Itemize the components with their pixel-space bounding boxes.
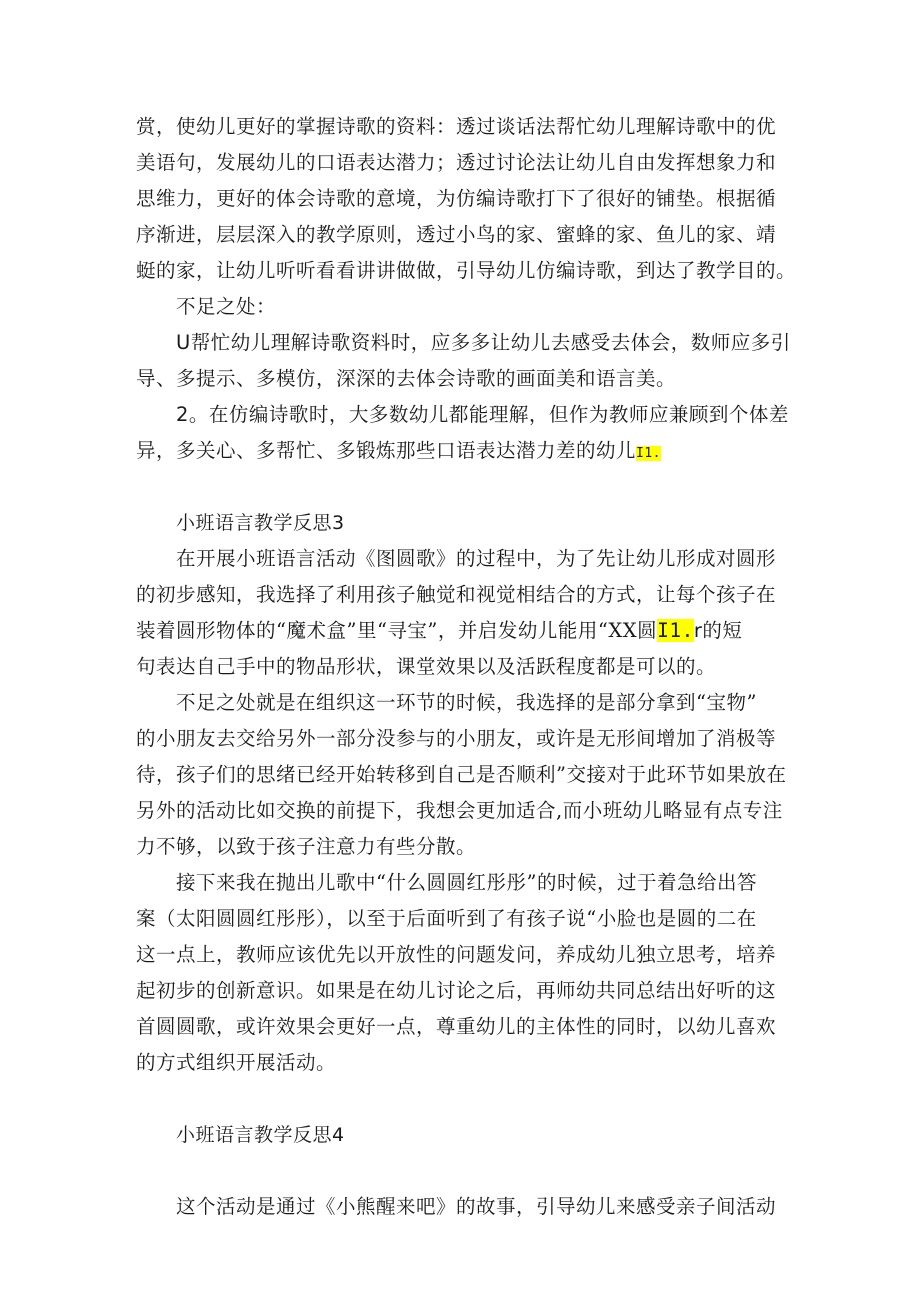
paragraph-line: 蜓的家，让幼儿听听看看讲讲做做，引导幼儿仿编诗歌，到达了教学目的。 bbox=[136, 259, 797, 282]
paragraph-line: 起初步的创新意识。如果是在幼儿讨论之后，再师幼共同总结出好听的这 bbox=[136, 979, 777, 1002]
section-heading-3: 小班语言教学反思3 bbox=[176, 512, 345, 534]
paragraph-line: 首圆圆歌，或许效果会更好一点，尊重幼儿的主体性的同时，以幼儿喜欢 bbox=[136, 1015, 777, 1038]
paragraph-line: 的初步感知，我选择了利用孩子触觉和视觉相结合的方式，让每个孩子在 bbox=[136, 583, 777, 606]
paragraph-line: 不足之处就是在组织这一环节的时候，我选择的是部分拿到“宝物” bbox=[176, 691, 757, 714]
paragraph-line: 案（太阳圆圆红彤彤），以至于后面听到了有孩子说“小脸也是圆的二在 bbox=[136, 907, 757, 930]
section-heading-4: 小班语言教学反思4 bbox=[176, 1124, 345, 1146]
paragraph-line: 接下来我在抛出儿歌中“什么圆圆红彤彤”的时候，过于着急给出答 bbox=[176, 871, 757, 894]
highlight-mark: I1. bbox=[657, 619, 694, 642]
list-marker: U bbox=[176, 331, 191, 354]
paragraph-line: 在开展小班语言活动《图圆歌》的过程中，为了先让幼儿形成对圆形 bbox=[176, 547, 777, 570]
paragraph-line: 另外的活动比如交换的前提下，我想会更加适合,而小班幼儿略显有点专注 bbox=[136, 799, 783, 822]
paragraph-line: 句表达自己手中的物品形状，课堂效果以及活跃程度都是可以的。 bbox=[136, 655, 717, 678]
paragraph-text: 异，多关心、多帮忙、多锻炼那些口语表达潜力差的幼儿 bbox=[136, 439, 637, 462]
paragraph-line: 导、多提示、多模仿，深深的去体会诗歌的画面美和语言美。 bbox=[136, 367, 677, 390]
paragraph-line: 序渐进，层层深入的教学原则，透过小鸟的家、蜜蜂的家、鱼儿的家、靖 bbox=[136, 223, 777, 246]
list-item-1 bbox=[176, 330, 836, 356]
list-marker: 2。 bbox=[176, 403, 209, 426]
paragraph-line bbox=[136, 438, 796, 467]
shortcoming-label: 不足之处： bbox=[176, 295, 277, 318]
paragraph-text: 装着圆形物体的“魔术盒”里“寻宝”，并启发幼儿能用“XX圆 bbox=[136, 619, 658, 642]
paragraph-line: 赏，使幼儿更好的掌握诗歌的资料：透过谈话法帮忙幼儿理解诗歌中的优 bbox=[136, 115, 777, 138]
list-item-text: 帮忙幼儿理解诗歌资料时，应多多让幼儿去感受去体会，数师应多引 bbox=[190, 331, 791, 354]
paragraph-line: 思维力，更好的体会诗歌的意境，为仿编诗歌打下了很好的铺垫。根据循 bbox=[136, 187, 777, 210]
highlight-mark: I1. bbox=[636, 446, 661, 461]
paragraph-line bbox=[136, 618, 796, 644]
paragraph-line: 这个活动是通过《小熊醒来吧》的故事，引导幼儿来感受亲子间活动 bbox=[176, 1195, 777, 1218]
paragraph-line: 的方式组织开展活动。 bbox=[136, 1051, 337, 1074]
paragraph-line: 这一点上，教师应该优先以开放性的问题发问，养成幼儿独立思考，培养 bbox=[136, 943, 777, 966]
paragraph-line: 的小朋友去交给另外一部分没参与的小朋友，或许是无形间增加了消极等 bbox=[136, 727, 777, 750]
paragraph-line: 待，孩子们的思绪已经开始转移到自己是否顺利”交接对于此环节如果放在 bbox=[136, 763, 787, 786]
list-item-text: 在仿编诗歌时，大多数幼儿都能理解，但作为教师应兼顾到个体差 bbox=[208, 403, 789, 426]
paragraph-text: r的短 bbox=[693, 619, 743, 642]
list-item-2 bbox=[176, 402, 836, 428]
paragraph-line: 力不够，以致于孩子注意力有些分散。 bbox=[136, 835, 477, 858]
paragraph-line: 美语句，发展幼儿的口语表达潜力；透过讨论法让幼儿自由发挥想象力和 bbox=[136, 151, 777, 174]
